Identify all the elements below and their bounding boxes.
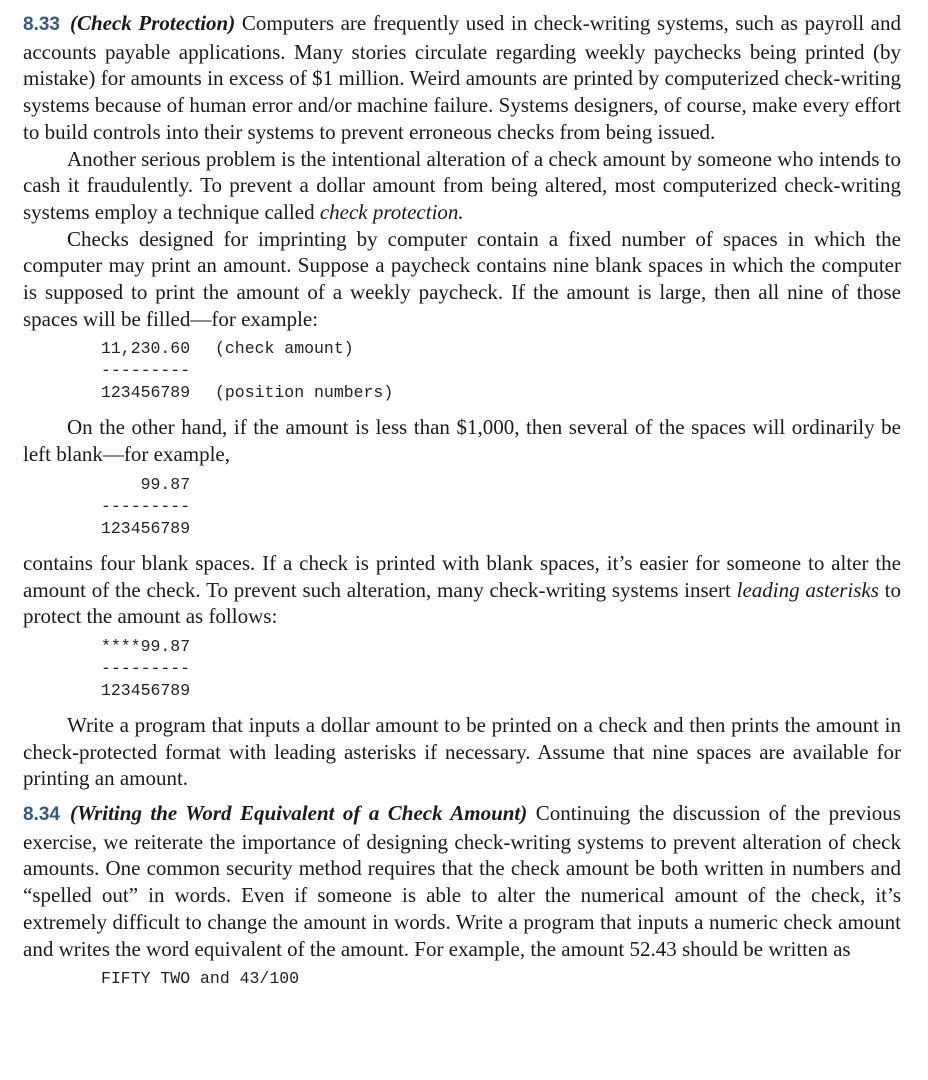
paragraph: contains four blank spaces. If a check is printed with blank spaces, it’s easier for someone to alter the amount of the check. To prevent such alteration, many check-writing systems insert leading asterisks to protect the amount as follows: xyxy=(23,550,902,629)
paragraph: On the other hand, if the amount is less than $1,000, then several of the spaces will ordinarily be left blank—for example, xyxy=(23,415,901,467)
code-example-4: FIFTY TWO and 43/100 xyxy=(101,969,300,989)
code-example-3: ****99.87 --------- 123456789 xyxy=(101,636,191,700)
paragraph: Checks designed for imprinting by computer contain a fixed number of spaces in which the computer may print an amount. Suppose a paycheck contains nine blank spaces in which the computer is supposed to print the amount of a weekly paycheck. If the amount is large, then all nine of those spaces will be filled—for example: xyxy=(23,226,901,331)
exercise-title: (Check Protection) xyxy=(69,11,236,35)
exercise-8-33-intro: 8.33 (Check Protection) Computers are frequently used in check-writing systems, such as payroll and accounts payable applications. Many stories circulate regarding weekly paychecks being printed (by mistake) for amounts in excess of $1 million. Weird amounts are printed by computerized check-writing systems because of human error and/or machine failure. Systems designers, of course, make every effort to build controls into their systems to prevent erroneous checks from being issued. xyxy=(23,11,901,144)
code-example-1: 11,230.60 (check amount) --------- 123456789 (position numbers) xyxy=(101,339,394,403)
exercise-number: 8.33 xyxy=(23,14,60,35)
cut-off-top-line xyxy=(23,0,901,10)
paragraph: Write a program that inputs a dollar amount to be printed on a check and then prints the amount in check-protected format with leading asterisks if necessary. Assume that nine spaces are available for printing an amount. xyxy=(23,712,901,791)
exercise-number: 8.34 xyxy=(23,804,60,826)
exercise-title: (Writing the Word Equivalent of a Check Amount) xyxy=(69,801,528,826)
textbook-page xyxy=(23,0,901,1080)
code-example-2: 99.87 --------- 123456789 xyxy=(101,474,191,538)
exercise-8-34-intro: 8.34 (Writing the Word Equivalent of a Check Amount) Continuing the discussion of the previous exercise, we reiterate the importance of designing check-writing systems to prevent alteration of check amounts. One common security method requires that the check amount be both written in numbers and “spelled out” in words. Even if someone is able to alter the numerical amount of the check, it’s extremely difficult to change the amount in words. Write a program that inputs a numeric check amount and writes the word equivalent of the amount. For example, the amount 52.43 should be written as xyxy=(23,801,901,961)
paragraph: Another serious problem is the intentional alteration of a check amount by someone who intends to cash it fraudulently. To prevent a dollar amount from being altered, most computerized check-writing systems employ a technique called check protection. xyxy=(23,146,901,224)
